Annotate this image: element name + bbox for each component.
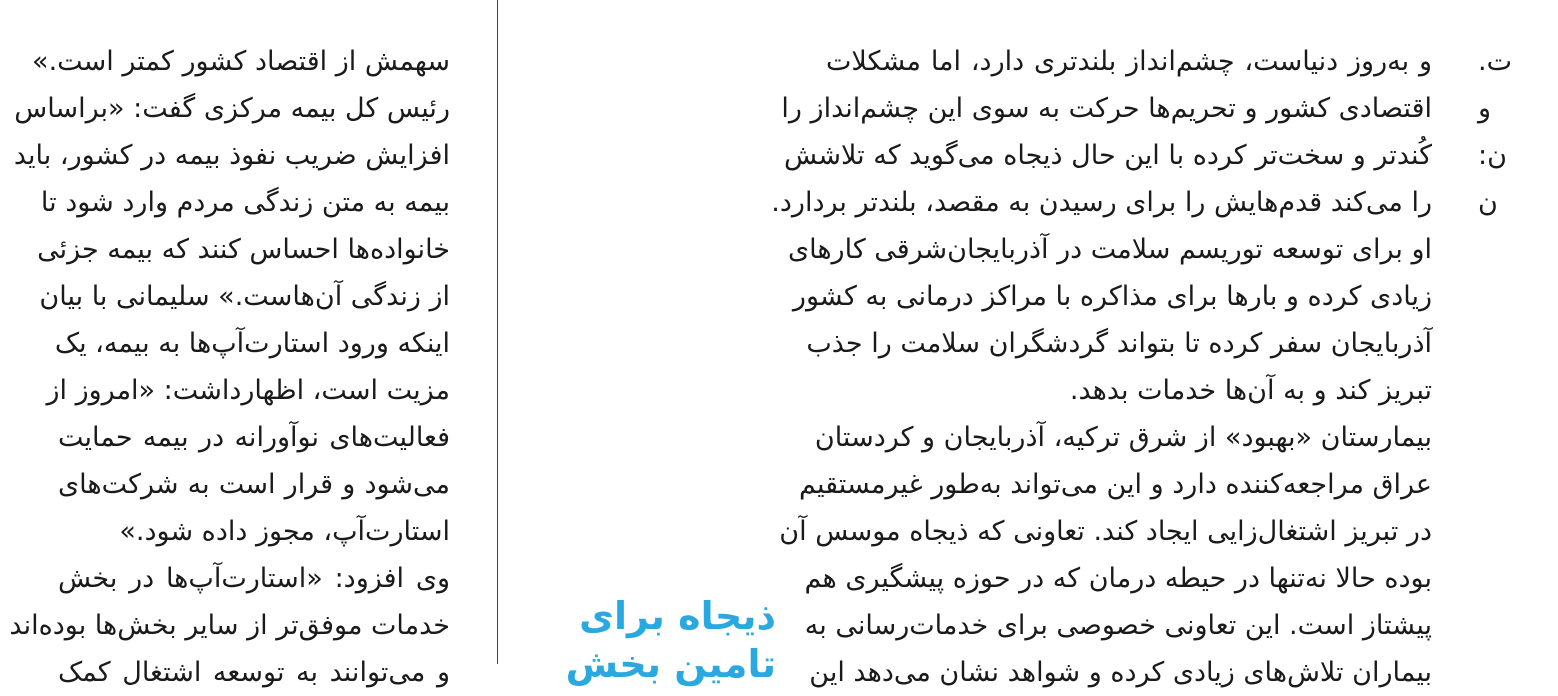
text-line: بوده حالا نه‌تنها در حیطه درمان که در حوزه پیشگیری هم <box>804 563 1432 594</box>
text-line: و می‌توانند به توسعه اشتغال کمک <box>58 657 450 688</box>
text-line: سهمش از اقتصاد کشور کمتر است.» <box>32 46 450 77</box>
text-line: و <box>1478 93 1492 124</box>
text-line: در تبریز اشتغال‌زایی ایجاد کند. تعاونی که ذیجاه موسس آن <box>779 516 1432 547</box>
text-line: پیشتاز است. این تعاونی خصوصی برای خدمات‌رسانی به <box>804 610 1432 641</box>
text-line: اقتصادی کشور و تحریم‌ها حرکت به سوی این چشم‌انداز را <box>781 93 1432 124</box>
text-line: ن: <box>1478 140 1507 171</box>
headline-line-1: ذیجاه برای <box>579 594 776 638</box>
text-line: و به‌روز دنیاست، چشم‌انداز بلندتری دارد، اما مشکلات <box>826 46 1432 77</box>
left-text-column <box>9 0 450 696</box>
text-line <box>58 0 450 38</box>
text-line: آذربایجان سفر کرده تا بتواند گردشگران سلامت را جذب <box>806 328 1432 359</box>
text-line: ن <box>1478 187 1498 218</box>
text-line: او برای توسعه توریسم سلامت در آذربایجان‌شرقی کارهای <box>787 234 1432 265</box>
text-line: استارت‌آپ، مجوز داده شود.» <box>119 516 450 547</box>
text-line: اینکه ورود استارت‌آپ‌ها به بیمه، یک <box>54 328 450 359</box>
text-line: کُندتر و سخت‌تر کرده با این حال ذیجاه می‌گوید که تلاشش <box>784 140 1432 171</box>
main-text-column <box>771 0 1432 696</box>
text-line: خانواده‌ها احساس کنند که بیمه جزئی <box>37 234 450 265</box>
text-line: رئیس کل بیمه مرکزی گفت: «براساس <box>14 93 450 124</box>
text-line <box>1478 0 1558 38</box>
text-line: زیادی کرده و بارها برای مذاکره با مراکز درمانی به کشور <box>792 281 1432 312</box>
text-line: افزایش ضریب نفوذ بیمه در کشور، باید <box>13 140 450 171</box>
text-line: تبریز کند و به آن‌ها خدمات بدهد. <box>1069 375 1432 406</box>
right-text-column-fragment <box>1478 0 1558 226</box>
text-line: مزیت است، اظهارداشت: «امروز از <box>46 375 450 406</box>
text-line: را می‌کند قدم‌هایش را برای رسیدن به مقصد، بلندتر بردارد. <box>771 187 1432 218</box>
text-line: ت. <box>1478 46 1513 77</box>
text-line: بیمه به متن زندگی مردم وارد شود تا <box>40 187 450 218</box>
text-line: وی افزود: «استارت‌آپ‌ها در بخش <box>58 563 450 594</box>
text-line: می‌شود و قرار است به شرکت‌های <box>58 469 450 500</box>
headline-line-2: تامین بخش <box>565 642 776 686</box>
text-line: فعالیت‌های نوآورانه در بیمه حمایت <box>58 422 450 453</box>
text-line: خدمات موفق‌تر از سایر بخش‌ها بوده‌اند <box>9 610 450 641</box>
text-line: بیمارستان «بهبود» از شرق ترکیه، آذربایجان و کردستان <box>814 422 1432 453</box>
text-line <box>826 0 1432 38</box>
column-divider <box>497 0 498 664</box>
text-line: عراق مراجعه‌کننده دارد و این می‌تواند به‌طور غیرمستقیم <box>799 469 1432 500</box>
text-line: بیماران تلاش‌های زیادی کرده و شواهد نشان می‌دهد این <box>809 657 1432 688</box>
text-line: از زندگی آن‌هاست.» سلیمانی با بیان <box>39 281 450 312</box>
